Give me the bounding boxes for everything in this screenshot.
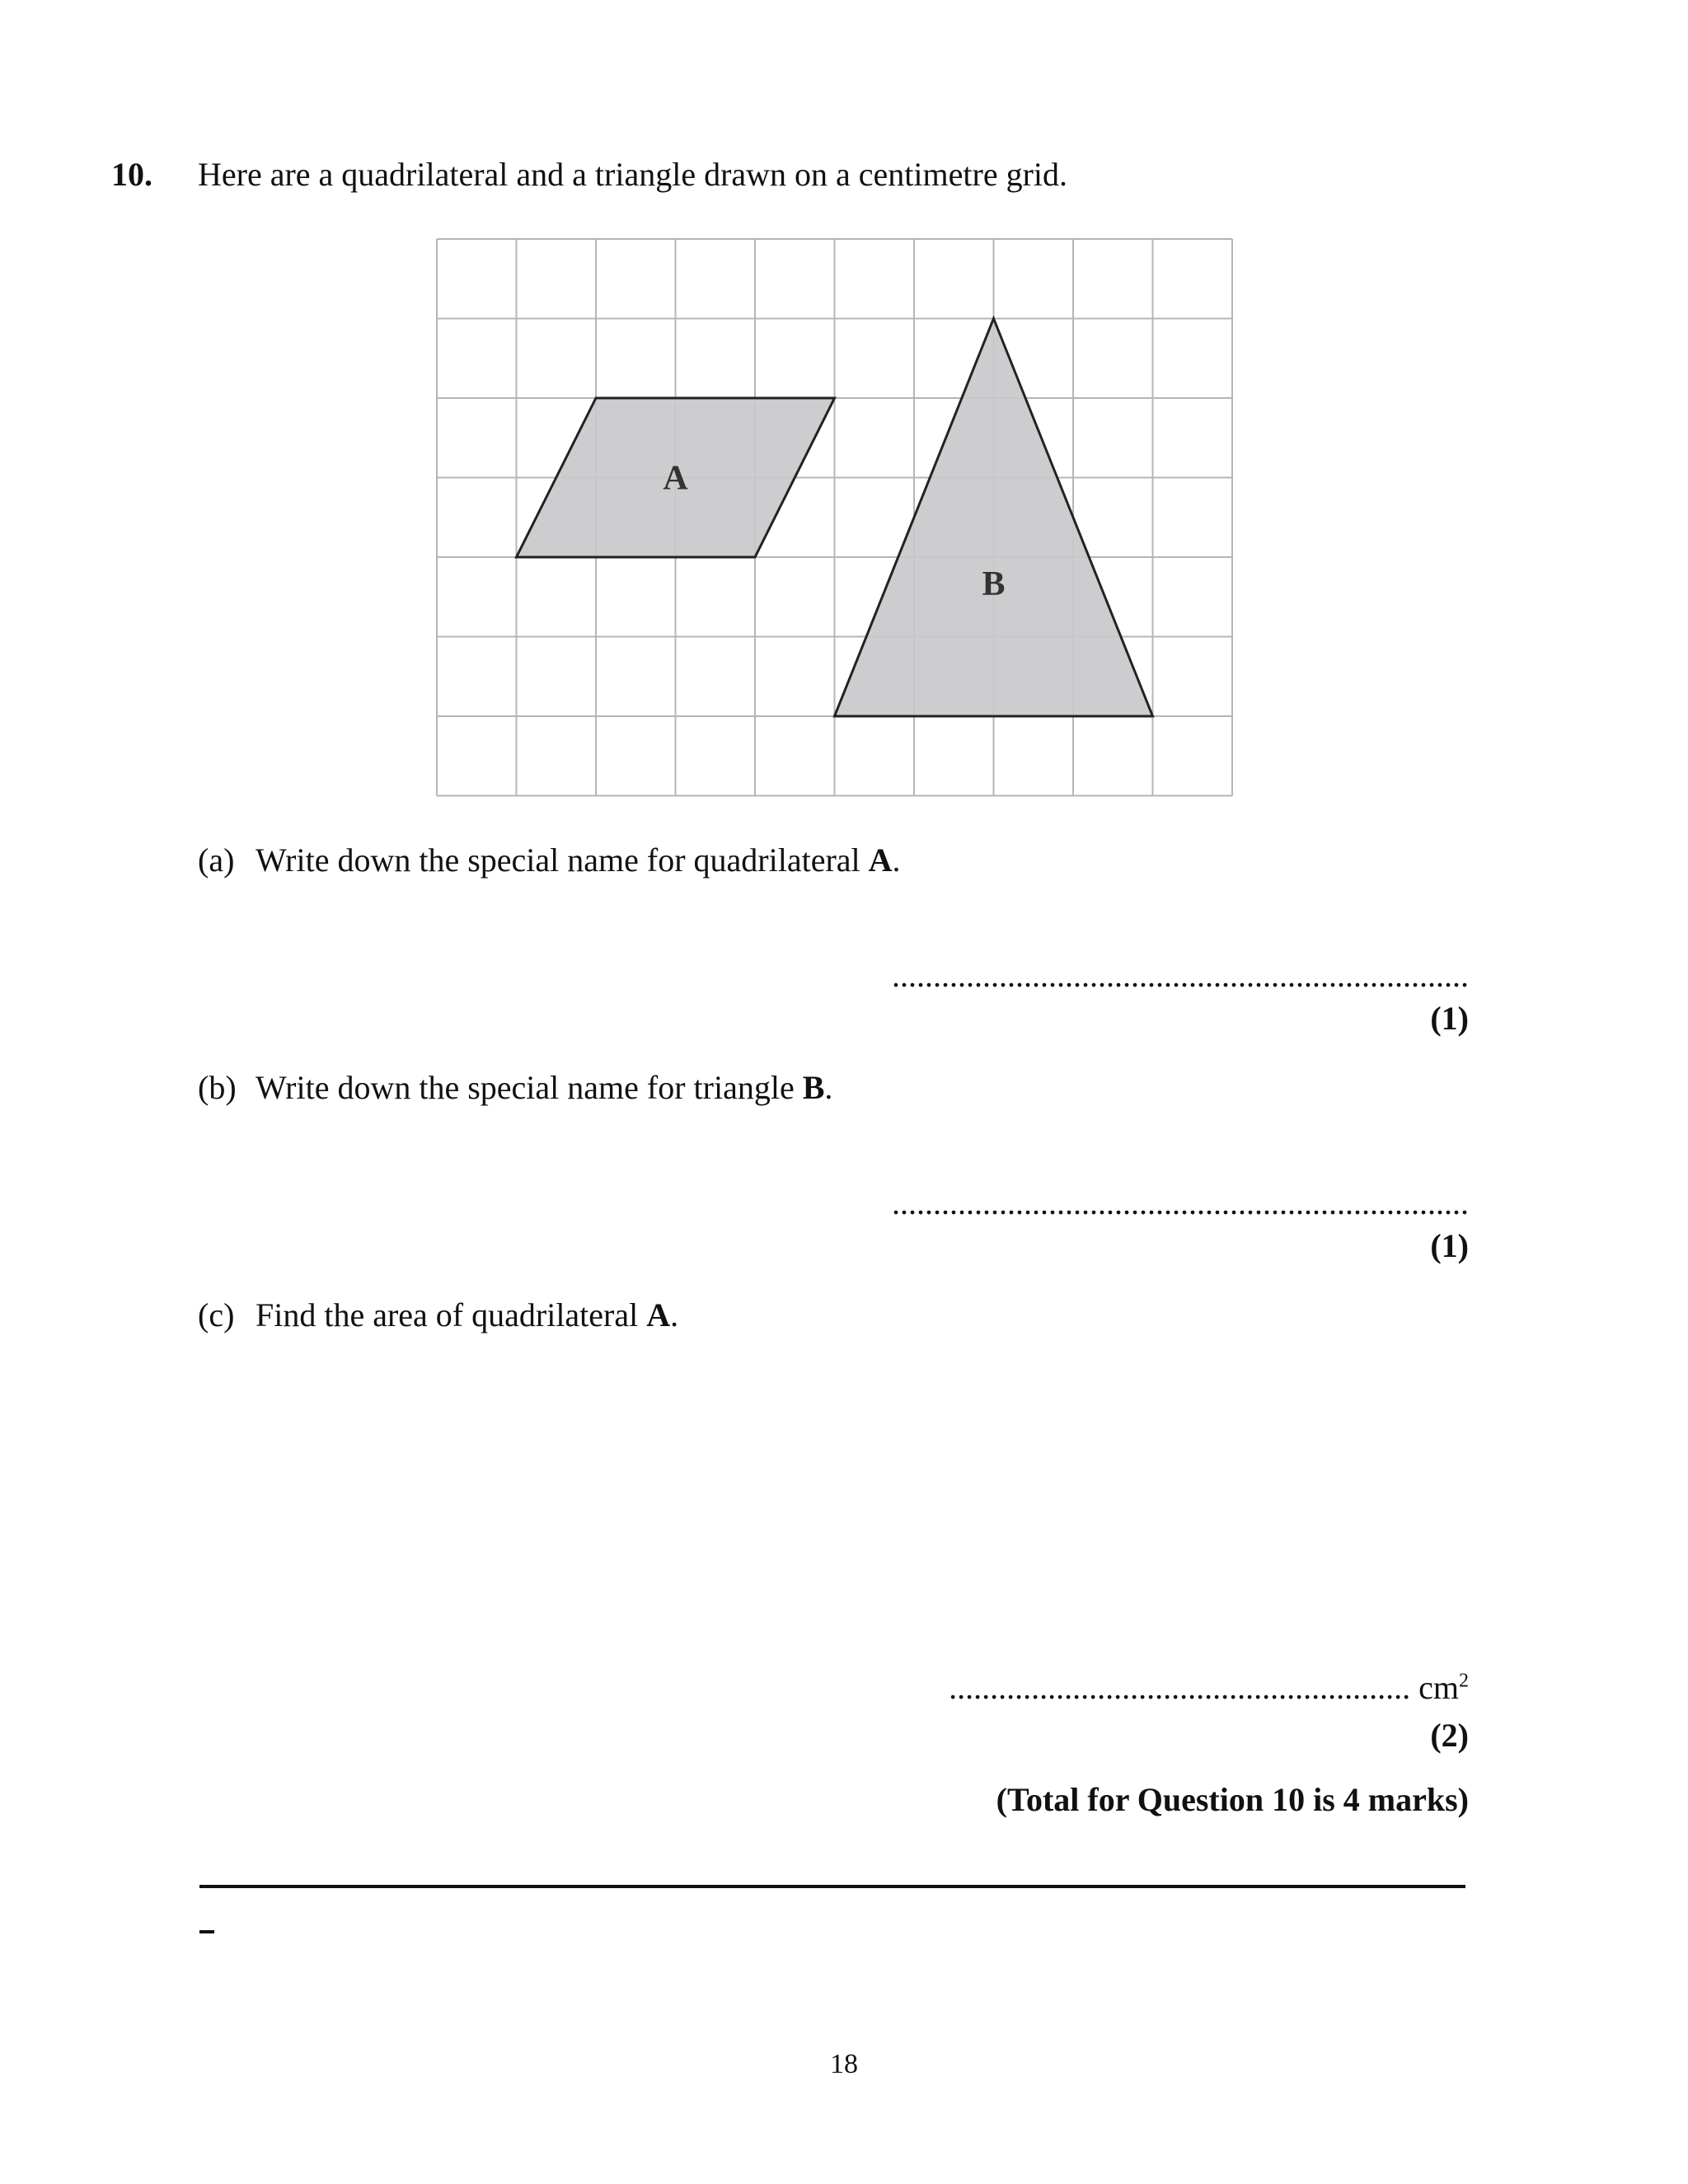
answer-line-c[interactable] bbox=[949, 1668, 1469, 1707]
part-a-end: . bbox=[892, 841, 901, 879]
end-of-question-rule bbox=[199, 1885, 1465, 1888]
part-b-end: . bbox=[824, 1069, 833, 1106]
shape-b-triangle bbox=[835, 319, 1153, 717]
marks-b: (1) bbox=[1430, 1227, 1469, 1264]
answer-line-a[interactable]: ...................................................................... bbox=[892, 957, 1469, 994]
question-number: 10. bbox=[111, 156, 152, 193]
part-b-shape-ref: B bbox=[802, 1069, 825, 1106]
page-number: 18 bbox=[830, 2049, 858, 2079]
part-a-text: Write down the special name for quadrilateral bbox=[256, 841, 869, 879]
rule-dash bbox=[199, 1930, 214, 1933]
grid-figure bbox=[0, 0, 1688, 824]
part-b-text: Write down the special name for triangle bbox=[256, 1069, 803, 1106]
part-c-text: Find the area of quadrilateral bbox=[256, 1296, 647, 1333]
shape-label-b: B bbox=[982, 565, 1006, 604]
marks-a: (1) bbox=[1430, 1000, 1469, 1037]
part-a-shape-ref: A bbox=[868, 841, 893, 879]
part-b bbox=[198, 1068, 832, 1107]
part-a bbox=[198, 841, 901, 879]
shape-label-a: A bbox=[663, 459, 688, 498]
question-text: Here are a quadrilateral and a triangle drawn on a centimetre grid. bbox=[198, 156, 1068, 193]
answer-line-b[interactable]: ...................................................................... bbox=[892, 1184, 1469, 1221]
part-a-label: (a) bbox=[198, 841, 235, 879]
part-c-label: (c) bbox=[198, 1296, 235, 1333]
question-total: (Total for Question 10 is 4 marks) bbox=[996, 1781, 1469, 1818]
part-c bbox=[198, 1296, 678, 1334]
part-c-end: . bbox=[670, 1296, 679, 1333]
part-c-shape-ref: A bbox=[646, 1296, 671, 1333]
marks-c: (2) bbox=[1430, 1717, 1469, 1754]
area-unit: $cm^2$ bbox=[1418, 1669, 1469, 1706]
answer-line-c-dots[interactable]: ........................................................ bbox=[949, 1669, 1411, 1706]
part-b-label: (b) bbox=[198, 1069, 237, 1106]
